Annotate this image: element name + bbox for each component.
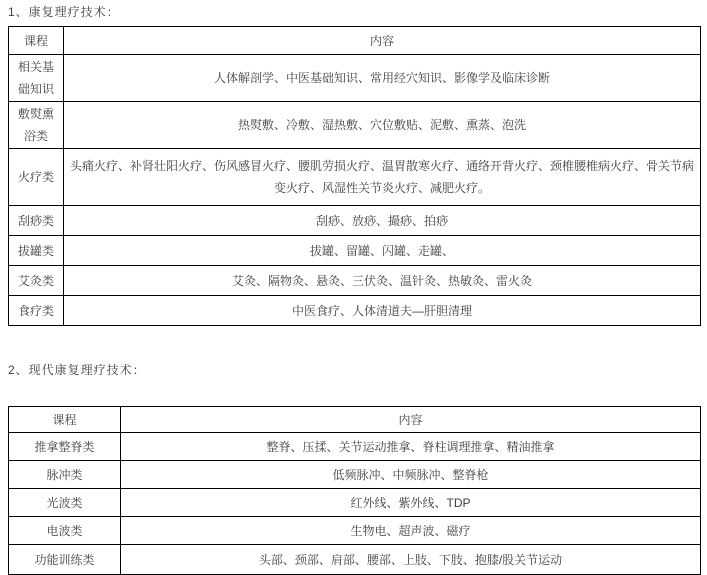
content-cell: 整脊、压揉、关节运动推拿、脊柱调理推拿、精油推拿: [121, 433, 701, 461]
course-cell: 拔罐类: [9, 236, 64, 266]
course-cell: 功能训练类: [9, 545, 121, 575]
table-row: [9, 489, 701, 517]
modern-rehab-therapy-table: [8, 406, 701, 575]
course-cell: 食疗类: [9, 296, 64, 326]
course-cell: 火疗类: [9, 149, 64, 206]
table-row: [9, 236, 701, 266]
content-cell: 艾灸、隔物灸、悬灸、三伏灸、温针灸、热敏灸、雷火灸: [64, 266, 701, 296]
course-cell: 光波类: [9, 489, 121, 517]
table-row: [9, 517, 701, 545]
content-cell: 中医食疗、人体清道夫—肝胆清理: [64, 296, 701, 326]
table-row: [9, 206, 701, 236]
content-cell: 头部、颈部、肩部、腰部、上肢、下肢、抱膝/股关节运动: [121, 545, 701, 575]
table-header-row: [9, 407, 701, 433]
course-cell: 推拿整脊类: [9, 433, 121, 461]
content-cell: 低频脉冲、中频脉冲、整脊枪: [121, 461, 701, 489]
table-row: [9, 461, 701, 489]
course-cell: 刮痧类: [9, 206, 64, 236]
rehab-therapy-table: [8, 26, 701, 326]
content-cell: 红外线、紫外线、TDP: [121, 489, 701, 517]
section-2-heading: 2、现代康复理疗技术：: [8, 363, 146, 377]
table-row: [9, 296, 701, 326]
content-cell: 热熨敷、冷敷、湿热敷、穴位敷贴、泥敷、熏蒸、泡洗: [64, 102, 701, 149]
course-cell: 脉冲类: [9, 461, 121, 489]
course-cell: 相关基础知识: [9, 55, 64, 102]
content-cell: 刮痧、放痧、撮痧、拍痧: [64, 206, 701, 236]
course-cell: 敷熨熏浴类: [9, 102, 64, 149]
content-header-cell: 内容: [64, 27, 701, 55]
table-row: [9, 102, 701, 149]
section-1-heading: 1、康复理疗技术：: [8, 5, 120, 19]
table-row: [9, 55, 701, 102]
table-row: [9, 545, 701, 575]
table-row: [9, 266, 701, 296]
course-header-cell: 课程: [9, 407, 121, 433]
content-cell: 人体解剖学、中医基础知识、常用经穴知识、影像学及临床诊断: [64, 55, 701, 102]
course-header-cell: 课程: [9, 27, 64, 55]
content-cell: 生物电、超声波、磁疗: [121, 517, 701, 545]
content-cell: 拔罐、留罐、闪罐、走罐、: [64, 236, 701, 266]
table-row: [9, 149, 701, 206]
content-header-cell: 内容: [121, 407, 701, 433]
course-cell: 艾灸类: [9, 266, 64, 296]
table-row: [9, 433, 701, 461]
content-cell: 头痛火疗、补肾壮阳火疗、伤风感冒火疗、腰肌劳损火疗、温胃散寒火疗、通络开背火疗、颈椎腰椎病火疗、骨关节病变火疗、风湿性关节炎火疗、减肥火疗。: [64, 149, 701, 206]
table-header-row: [9, 27, 701, 55]
course-cell: 电波类: [9, 517, 121, 545]
